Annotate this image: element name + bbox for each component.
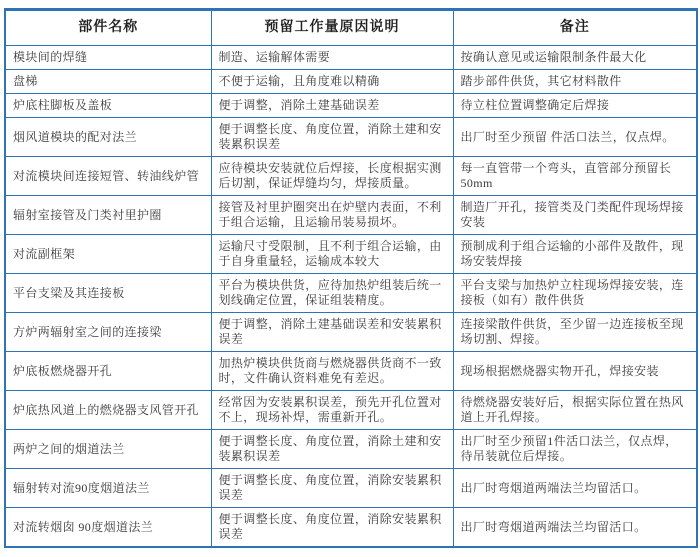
table-row <box>5 94 697 118</box>
reason-cell: 便于调整长度、角度位置，消除安装累积误差 <box>211 508 453 548</box>
reason-cell: 不便于运输，且角度难以精确 <box>211 70 453 94</box>
part-name-cell: 炉底板燃烧器开孔 <box>5 352 211 391</box>
reason-cell: 便于调整，消除土建基础误差和安装累积误差 <box>211 313 453 352</box>
part-name-cell: 模块间的焊缝 <box>5 46 211 70</box>
table-row <box>5 157 697 196</box>
part-name-cell: 对流模块间连接短管、转油线炉管 <box>5 157 211 196</box>
note-cell: 出厂时至少预留1件活口法兰，仅点焊，待吊装就位后焊接。 <box>453 430 697 469</box>
note-cell: 待燃烧器安装好后，根据实际位置在热风道上开孔焊接。 <box>453 391 697 430</box>
part-name-cell: 对流转烟囱 90度烟道法兰 <box>5 508 211 548</box>
note-cell: 踏步部件供货，其它材料散件 <box>453 70 697 94</box>
note-cell: 平台支梁与加热炉立柱现场焊接安装，连接板（如有）散件供货 <box>453 274 697 313</box>
part-name-cell: 炉底热风道上的燃烧器支风管开孔 <box>5 391 211 430</box>
part-name-cell: 盘梯 <box>5 70 211 94</box>
note-cell: 现场根据燃烧器实物开孔，焊接安装 <box>453 352 697 391</box>
reason-cell: 经常因为安装累积误差，预先开孔位置对不上，现场补焊，需重新开孔。 <box>211 391 453 430</box>
part-name-cell: 辐射转对流90度烟道法兰 <box>5 469 211 508</box>
reason-cell: 接管及衬里护圈突出在炉壁内表面，不利于组合运输，且运输吊装易损坏。 <box>211 196 453 235</box>
part-name-cell: 炉底柱脚板及盖板 <box>5 94 211 118</box>
part-name-cell: 辐射室接管及门类衬里护圈 <box>5 196 211 235</box>
column-header-part-name: 部件名称 <box>5 10 211 46</box>
part-name-cell: 对流副框架 <box>5 235 211 274</box>
reason-cell: 便于调整长度、角度位置，消除安装累积误差 <box>211 469 453 508</box>
note-cell: 制造厂开孔，接管类及门类配件现场焊接安装 <box>453 196 697 235</box>
reason-cell: 便于调整长度、角度位置，消除土建和安装累积误差 <box>211 118 453 157</box>
part-name-cell: 平台支梁及其连接板 <box>5 274 211 313</box>
column-header-reason: 预留工作量原因说明 <box>211 10 453 46</box>
reason-cell: 便于调整长度、角度位置，消除土建和安装累积误差 <box>211 430 453 469</box>
note-cell: 出厂时弯烟道两端法兰均留活口。 <box>453 469 697 508</box>
table-row <box>5 70 697 94</box>
table-row <box>5 196 697 235</box>
reason-cell: 便于调整，消除土建基础误差 <box>211 94 453 118</box>
part-name-cell: 两炉之间的烟道法兰 <box>5 430 211 469</box>
table-row <box>5 235 697 274</box>
reason-cell: 运输尺寸受限制，且不利于组合运输，由于自身重量轻，运输成本较大 <box>211 235 453 274</box>
table-row <box>5 46 697 70</box>
reason-cell: 加热炉模块供货商与燃烧器供货商不一致时，文件确认资料难免有差迟。 <box>211 352 453 391</box>
table-row <box>5 313 697 352</box>
column-header-note: 备注 <box>453 10 697 46</box>
note-cell: 每一直管带一个弯头，直管部分预留长50mm <box>453 157 697 196</box>
note-cell: 按确认意见或运输限制条件最大化 <box>453 46 697 70</box>
table-row <box>5 118 697 157</box>
header-row <box>5 10 697 46</box>
note-cell: 出厂时至少预留 件活口法兰，仅点焊。 <box>453 118 697 157</box>
part-name-cell: 方炉两辐射室之间的连接梁 <box>5 313 211 352</box>
parts-reservation-table <box>4 8 698 548</box>
table-body <box>5 46 697 548</box>
reason-cell: 平台为模块供货，应待加热炉组装后统一划线确定位置，保证组装精度。 <box>211 274 453 313</box>
reason-cell: 制造、运输解体需要 <box>211 46 453 70</box>
table-header <box>5 10 697 46</box>
part-name-cell: 烟风道模块的配对法兰 <box>5 118 211 157</box>
note-cell: 连接梁散件供货，至少留一边连接板至现场切割、焊接。 <box>453 313 697 352</box>
note-cell: 预制成利于组合运输的小部件及散件，现场安装焊接 <box>453 235 697 274</box>
reason-cell: 应待模块安装就位后焊接，长度根据实测后切割，保证焊缝均匀，焊接质量。 <box>211 157 453 196</box>
table-row <box>5 430 697 469</box>
table-row <box>5 391 697 430</box>
table-row <box>5 274 697 313</box>
note-cell: 待立柱位置调整确定后焊接 <box>453 94 697 118</box>
table-row <box>5 352 697 391</box>
table-row <box>5 469 697 508</box>
table-row <box>5 508 697 548</box>
note-cell: 出厂时弯烟道两端法兰均留活口。 <box>453 508 697 548</box>
